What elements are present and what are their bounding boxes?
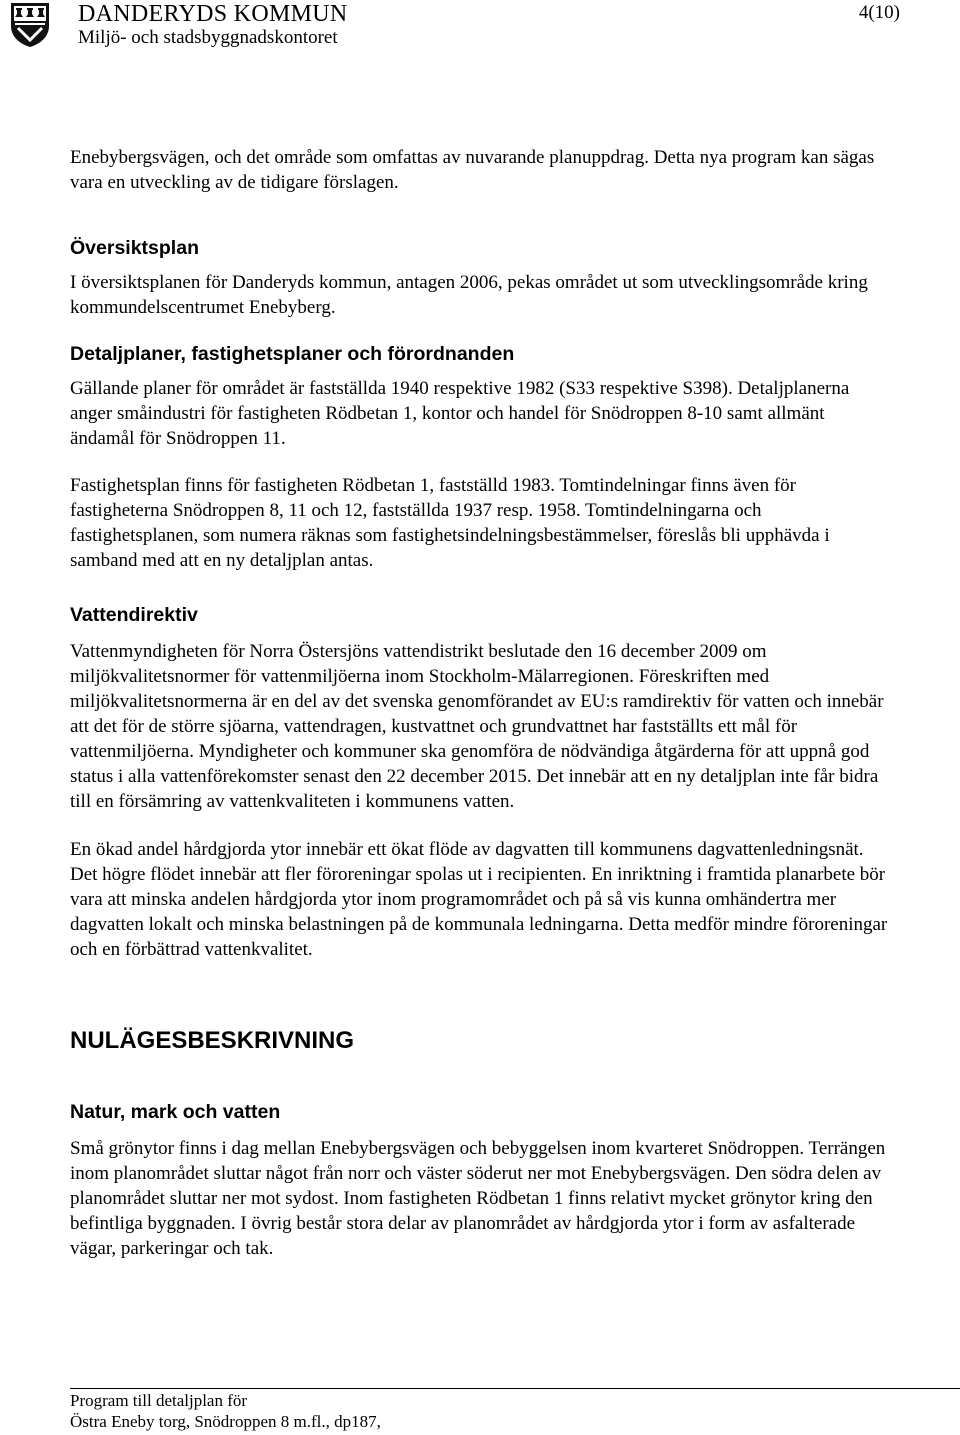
organization-name: DANDERYDS KOMMUN — [78, 1, 348, 27]
main-heading-nulagesbeskrivning: NULÄGESBESKRIVNING — [70, 1027, 355, 1054]
section-heading-natur: Natur, mark och vatten — [70, 1101, 281, 1123]
section-heading-oversiktsplan: Översiktsplan — [70, 237, 199, 259]
paragraph-natur: Små grönytor finns i dag mellan Enebybergsvägen och bebyggelsen inom kvarteret Snödroppen. Terrängen inom planområdet sluttar något från norr och väster söderut ner mot Enebybergsvägen. Den södra delen av planområdet sluttar ner mot sydost. Inom fastigheten Rödbetan 1 finns relativt mycket grönytor kring den befintliga byggnaden. I övrig består stora delar av planområdet av hårdgjorda ytor i form av asfalterade vägar, parkeringar och tak. — [70, 1138, 886, 1259]
department-name: Miljö- och stadsbyggnadskontoret — [78, 27, 338, 48]
page-number: 4(10) — [858, 2, 900, 23]
section-heading-vattendirektiv: Vattendirektiv — [70, 604, 198, 626]
footer-document-title: Program till detaljplan för — [70, 1391, 248, 1410]
intro-paragraph: Enebybergsvägen, och det område som omfattas av nuvarande planuppdrag. Detta nya program kan sägas vara en utveckling av de tidigare förslagen. — [70, 147, 875, 193]
paragraph-oversiktsplan: I översiktsplanen för Danderyds kommun, antagen 2006, pekas området ut som utvecklingsområde kring kommundelscentrumet Enebyberg. — [70, 272, 868, 318]
paragraph-detaljplaner-2: Fastighetsplan finns för fastigheten Rödbetan 1, fastställd 1983. Tomtindelningar finns även för fastigheterna Snödroppen 8, 11 och 12, fastställda 1937 resp. 1958. Tomtindelningarna och fastighetsplanen, som numera räknas som fastighetsindelningsbestämmelser, föreslås bli upphävda i samband med att en ny detaljplan antas. — [70, 475, 830, 571]
section-heading-detaljplaner: Detaljplaner, fastighetsplaner och förordnanden — [70, 343, 515, 365]
paragraph-detaljplaner-1: Gällande planer för området är fastställda 1940 respektive 1982 (S33 respektive S398). Detaljplanerna anger småindustri för fastigheten Rödbetan 1, kontor och handel för Snödroppen 8-10 samt allmänt ändamål för Snödroppen 11. — [70, 378, 850, 449]
footer-divider — [70, 1388, 960, 1389]
danderyd-coat-of-arms-icon — [10, 2, 50, 48]
document-body — [70, 145, 890, 1261]
paragraph-vattendirektiv-1: Vattenmyndigheten för Norra Östersjöns vattendistrikt beslutade den 16 december 2009 om miljökvalitetsnormer för vattenmiljöerna inom Stockholm-Mälarregionen. Föreskriften med miljökvalitetsnormerna är en del av det svenska genomförandet av EU:s ramdirektiv för vatten och innebär att det för de större sjöarna, vattendragen, kustvattnet och grundvattnet har fastställts ett mål för vattenmiljöerna. Myndigheter och kommuner ska genomföra de nödvändiga åtgärderna för att uppnå god status i alla vattenförekomster senast den 22 december 2015. Det innebär att en ny detaljplan inte får bidra till en försämring av vattenkvaliteten i kommunens vatten. — [70, 641, 884, 812]
paragraph-vattendirektiv-2: En ökad andel hårdgjorda ytor innebär ett ökat flöde av dagvatten till kommunens dagvattenledningsnät. Det högre flödet innebär att fler föroreningar spolas ut i recipienten. En inriktning i framtida planarbete bör vara att minska andelen hårdgjorda ytor inom programområdet och på så vis kunna omhändertra mer dagvatten lokalt och minska belastningen på de kommunala ledningarna. Detta medför mindre föroreningar och en förbättrad vattenkvalitet. — [70, 839, 888, 960]
footer-document-subtitle: Östra Eneby torg, Snödroppen 8 m.fl., dp187, — [70, 1412, 381, 1431]
